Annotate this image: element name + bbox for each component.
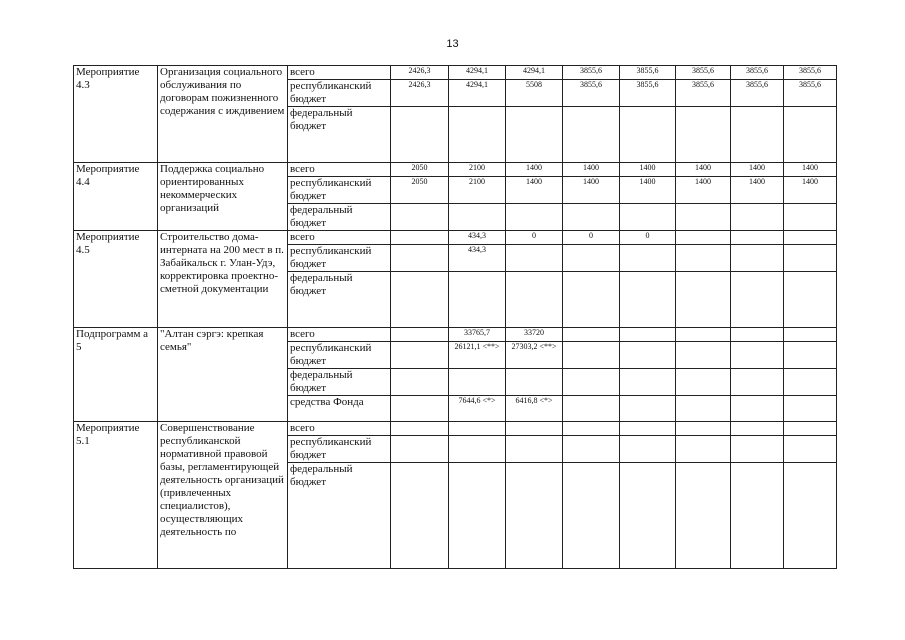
amount-cell [731,272,784,328]
amount-cell: 434,3 [449,245,506,272]
amount-cell [784,245,837,272]
amount-cell: 3855,6 [731,80,784,107]
amount-cell [731,107,784,163]
amount-cell [391,463,449,569]
amount-cell [731,342,784,369]
amount-cell [731,436,784,463]
amount-cell [620,396,676,422]
amount-cell [506,422,563,436]
amount-cell: 3855,6 [620,80,676,107]
amount-cell [731,328,784,342]
amount-cell: 2426,3 [391,80,449,107]
funding-source: всего [288,422,391,436]
funding-source: всего [288,66,391,80]
amount-cell: 1400 [563,177,620,204]
funding-source: республиканский бюджет [288,342,391,369]
measure-label: Мероприятие 5.1 [74,422,158,569]
amount-cell: 1400 [506,177,563,204]
amount-cell: 1400 [620,177,676,204]
amount-cell [676,422,731,436]
amount-cell [391,342,449,369]
amount-cell [391,245,449,272]
amount-cell [506,204,563,231]
amount-cell [676,231,731,245]
amount-cell [563,396,620,422]
amount-cell: 4294,1 [449,66,506,80]
amount-cell: 3855,6 [676,66,731,80]
amount-cell [391,422,449,436]
amount-cell [731,463,784,569]
amount-cell: 2100 [449,163,506,177]
amount-cell: 1400 [506,163,563,177]
amount-cell [676,328,731,342]
amount-cell [784,436,837,463]
measure-label: Мероприятие 4.3 [74,66,158,163]
funding-source: средства Фонда [288,396,391,422]
amount-cell [506,463,563,569]
amount-cell: 7644,6 <*> [449,396,506,422]
amount-cell [676,436,731,463]
funding-source: всего [288,163,391,177]
table-row [74,328,837,342]
amount-cell: 1400 [676,177,731,204]
funding-source: федеральный бюджет [288,369,391,396]
amount-cell [784,422,837,436]
measure-title: Организация социального обслуживания по договорам пожизненного содержания с иждивением [158,66,288,163]
amount-cell [731,369,784,396]
amount-cell [563,369,620,396]
page-number: 13 [446,38,459,50]
amount-cell [620,272,676,328]
amount-cell: 1400 [563,163,620,177]
amount-cell: 4294,1 [449,80,506,107]
measure-title: Поддержка социально ориентированных некоммерческих организаций [158,163,288,231]
funding-source: всего [288,328,391,342]
measure-label: Мероприятие 4.5 [74,231,158,328]
amount-cell [391,107,449,163]
amount-cell [563,436,620,463]
amount-cell [449,463,506,569]
amount-cell [563,245,620,272]
amount-cell [676,396,731,422]
amount-cell: 2050 [391,163,449,177]
amount-cell: 434,3 [449,231,506,245]
amount-cell: 3855,6 [563,66,620,80]
amount-cell [784,231,837,245]
amount-cell [563,204,620,231]
amount-cell [620,107,676,163]
funding-source: республиканский бюджет [288,436,391,463]
table-row [74,231,837,245]
amount-cell [506,107,563,163]
amount-cell [620,422,676,436]
amount-cell [784,396,837,422]
amount-cell [391,436,449,463]
measure-title: "Алтан сэргэ: крепкая семья" [158,328,288,422]
amount-cell [391,204,449,231]
table-row [74,163,837,177]
amount-cell [784,342,837,369]
amount-cell: 5508 [506,80,563,107]
amount-cell: 3855,6 [676,80,731,107]
amount-cell [731,422,784,436]
amount-cell [449,272,506,328]
amount-cell [563,422,620,436]
amount-cell: 6416,8 <*> [506,396,563,422]
amount-cell [449,436,506,463]
amount-cell [391,369,449,396]
measure-title: Совершенствование республиканской нормативной правовой базы, регламентирующей деятельность организаций (привлеченных специалистов), осуществляющих деятельность по [158,422,288,569]
table-row [74,66,837,80]
amount-cell [620,463,676,569]
amount-cell [784,463,837,569]
funding-source: федеральный бюджет [288,463,391,569]
amount-cell [620,342,676,369]
amount-cell: 2050 [391,177,449,204]
amount-cell [563,107,620,163]
amount-cell [620,328,676,342]
amount-cell [676,369,731,396]
funding-source: республиканский бюджет [288,177,391,204]
amount-cell [620,204,676,231]
amount-cell [676,272,731,328]
amount-cell: 0 [506,231,563,245]
amount-cell [391,328,449,342]
amount-cell: 3855,6 [620,66,676,80]
table-row [74,422,837,436]
amount-cell [506,436,563,463]
amount-cell: 3855,6 [784,66,837,80]
amount-cell [506,245,563,272]
amount-cell [784,107,837,163]
amount-cell [563,342,620,369]
measure-label: Мероприятие 4.4 [74,163,158,231]
funding-source: республиканский бюджет [288,80,391,107]
amount-cell [784,272,837,328]
amount-cell: 0 [620,231,676,245]
funding-source: федеральный бюджет [288,204,391,231]
amount-cell [391,231,449,245]
amount-cell: 33720 [506,328,563,342]
amount-cell [676,463,731,569]
amount-cell: 2100 [449,177,506,204]
measure-label: Подпрограмм а 5 [74,328,158,422]
amount-cell: 0 [563,231,620,245]
amount-cell [784,204,837,231]
funding-source: всего [288,231,391,245]
amount-cell [784,328,837,342]
amount-cell [391,396,449,422]
amount-cell: 1400 [784,177,837,204]
amount-cell [449,369,506,396]
amount-cell [449,107,506,163]
amount-cell [731,396,784,422]
amount-cell: 4294,1 [506,66,563,80]
funding-source: федеральный бюджет [288,107,391,163]
funding-source: федеральный бюджет [288,272,391,328]
amount-cell: 1400 [676,163,731,177]
amount-cell: 1400 [731,177,784,204]
amount-cell: 27303,2 <**> [506,342,563,369]
amount-cell [449,422,506,436]
amount-cell: 3855,6 [784,80,837,107]
amount-cell: 3855,6 [731,66,784,80]
amount-cell [676,342,731,369]
amount-cell [620,436,676,463]
funding-source: республиканский бюджет [288,245,391,272]
amount-cell [620,245,676,272]
amount-cell: 26121,1 <**> [449,342,506,369]
amount-cell: 1400 [620,163,676,177]
budget-table [73,65,837,569]
amount-cell [731,204,784,231]
measure-title: Строительство дома-интерната на 200 мест в п. Забайкальск г. Улан-Удэ, корректировка проектно-сметной документации [158,231,288,328]
amount-cell [676,204,731,231]
amount-cell [676,107,731,163]
amount-cell [784,369,837,396]
amount-cell: 3855,6 [563,80,620,107]
amount-cell [449,204,506,231]
amount-cell [620,369,676,396]
amount-cell: 33765,7 [449,328,506,342]
amount-cell [391,272,449,328]
amount-cell [563,272,620,328]
amount-cell [506,369,563,396]
amount-cell [563,463,620,569]
amount-cell: 2426,3 [391,66,449,80]
amount-cell: 1400 [731,163,784,177]
amount-cell: 1400 [784,163,837,177]
amount-cell [731,231,784,245]
amount-cell [731,245,784,272]
amount-cell [676,245,731,272]
amount-cell [563,328,620,342]
amount-cell [506,272,563,328]
